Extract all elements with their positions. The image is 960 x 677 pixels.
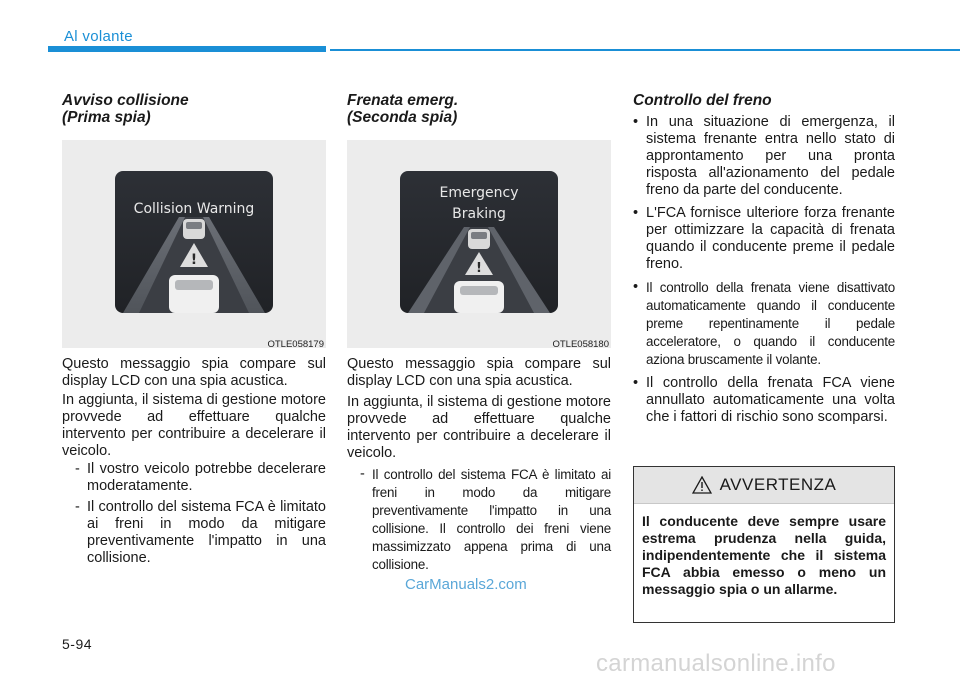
- display-message: Collision Warning: [133, 201, 255, 217]
- bullet-text: Il controllo della frenata FCA viene annullato automaticamente una volta che i fattori di rischio sono scomparsi.: [646, 375, 895, 425]
- bullet-item: • L'FCA fornisce ulteriore forza frenante per ottimizzare la capacità di frenata quando il conducente preme il pedale freno.: [633, 205, 895, 272]
- figure-emergency-braking: [347, 140, 611, 348]
- header-rule-thick: [48, 46, 326, 52]
- heading-emergency-braking: [347, 92, 611, 126]
- dash-list-item: - Il controllo del sistema FCA è limitato ai freni in modo da mitigare preventivamente l'impatto in una collisione.: [75, 499, 326, 566]
- own-car-icon: [454, 281, 504, 313]
- body-emergency-braking: [347, 356, 611, 574]
- brake-control-bullets: [633, 114, 895, 426]
- heading-line: (Prima spia): [62, 109, 151, 126]
- cluster-display: [115, 171, 273, 313]
- body-collision-warning: [62, 356, 326, 567]
- dash-list-item: - Il controllo del sistema FCA è limitato ai freni in modo da mitigare preventivamente l'impatto in una collisione. Il controllo dei freni viene massimizzato appena prima di una collisione.: [360, 466, 611, 572]
- figure-collision-warning: [62, 140, 326, 348]
- heading-collision-warning: [62, 92, 326, 126]
- watermark: CarManuals2.com: [405, 576, 527, 593]
- header-rule-thin: [330, 49, 960, 51]
- svg-text:!: !: [476, 261, 482, 276]
- figure-code: OTLE058180: [552, 339, 609, 350]
- site-watermark: carmanualsonline.info: [596, 650, 836, 677]
- cluster-display: [400, 171, 558, 313]
- warning-text: Il conducente deve sempre usare estrema prudenza nella guida, indipendentemente che il sistema FCA abbia emesso o meno un messaggio spia o un allarme.: [642, 513, 886, 597]
- paragraph: In aggiunta, il sistema di gestione motore provvede ad effettuare qualche intervento per contribuire a decelerare il veicolo.: [347, 394, 611, 461]
- column-brake-control: [633, 92, 895, 426]
- bullet-text: In una situazione di emergenza, il sistema frenante entra nello stato di approntamento per una pronta risposta all'azionamento del pedale freno da parte del conducente.: [646, 114, 895, 198]
- paragraph: Questo messaggio spia compare sul display LCD con una spia acustica.: [347, 356, 611, 389]
- warning-title: AVVERTENZA: [719, 475, 837, 494]
- bullet-text: L'FCA fornisce ulteriore forza frenante per ottimizzare la capacità di frenata quando il conducente preme il pedale freno.: [646, 205, 895, 272]
- page-number: 5-94: [62, 636, 93, 652]
- warning-header: [634, 467, 894, 504]
- paragraph: In aggiunta, il sistema di gestione motore provvede ad effettuare qualche intervento per contribuire a decelerare il veicolo.: [62, 392, 326, 459]
- dash-list-item: - Il vostro veicolo potrebbe decelerare moderatamente.: [75, 461, 326, 494]
- section-title: Al volante: [64, 28, 133, 45]
- display-message: Braking: [452, 206, 506, 222]
- column-collision-warning: [62, 92, 326, 567]
- paragraph: Questo messaggio spia compare sul display LCD con una spia acustica.: [62, 356, 326, 389]
- heading-line: Avviso collisione: [62, 92, 189, 109]
- figure-code: OTLE058179: [267, 339, 324, 350]
- dash-item-text: Il controllo del sistema FCA è limitato ai freni in modo da mitigare preventivamente l'impatto in una collisione.: [87, 499, 326, 566]
- dash-item-text: Il controllo del sistema FCA è limitato ai freni in modo da mitigare preventivamente l'impatto in una collisione. Il controllo dei freni viene massimizzato appena prima di una collisione.: [372, 467, 611, 572]
- bullet-item: • Il controllo della frenata FCA viene annullato automaticamente una volta che i fattori di rischio sono scomparsi.: [633, 375, 895, 425]
- bullet-item: • Il controllo della frenata viene disattivato automaticamente quando il conducente preme repentinamente il pedale acceleratore, o quando il conducente aziona bruscamente il volante.: [633, 279, 895, 367]
- heading-line: (Seconda spia): [347, 109, 458, 126]
- heading-brake-control: Controllo del freno: [633, 92, 772, 109]
- dash-item-text: Il vostro veicolo potrebbe decelerare moderatamente.: [87, 461, 326, 494]
- svg-text:!: !: [190, 252, 198, 268]
- heading-line: Frenata emerg.: [347, 92, 459, 109]
- road-scene-icon: [400, 223, 558, 313]
- warning-box: [633, 466, 895, 623]
- bullet-item: • In una situazione di emergenza, il sistema frenante entra nello stato di approntamento per una pronta risposta all'azionamento del pedale freno da parte del conducente.: [633, 114, 895, 198]
- display-message: Emergency: [439, 185, 519, 201]
- road-scene-icon: [115, 203, 273, 313]
- warning-triangle-icon: [692, 476, 712, 494]
- bullet-text: Il controllo della frenata viene disattivato automaticamente quando il conducente preme repentinamente il pedale acceleratore, o quando il conducente aziona bruscamente il volante.: [646, 280, 895, 367]
- column-emergency-braking: [347, 92, 611, 574]
